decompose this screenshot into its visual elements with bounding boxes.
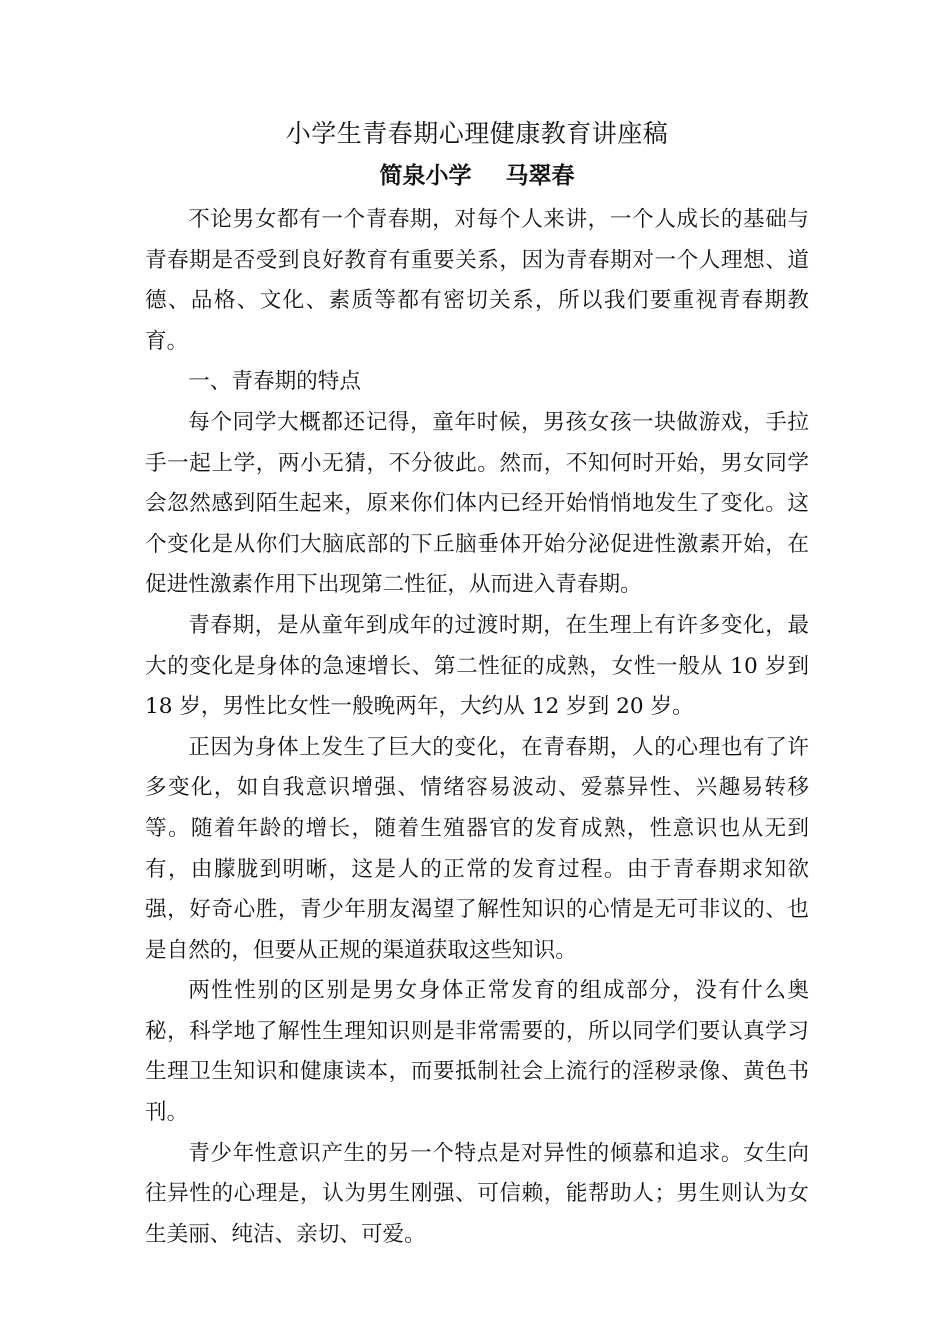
section-heading-1: 一、青春期的特点 (188, 369, 361, 395)
paragraph-psychological-changes: 正因为身体上发生了巨大的变化，在青春期，人的心理也有了许多变化，如自我意识增强、情绪容易波动、爱慕异性、兴趣易转移等。随着年龄的增长，随着生殖器官的发育成熟，性意识也从无到有，由朦胧到明晰，这是人的正常的发育过程。由于青春期求知欲强，好奇心胜，青少年朋友渴望了解性知识的心情是无可非议的、也是自然的，但要从正规的渠道获取这些知识。 (145, 734, 809, 963)
byline-school: 简泉小学 (379, 163, 472, 189)
document-body (145, 112, 809, 1255)
paragraph-gender-differences: 两性性别的区别是男女身体正常发育的组成部分，没有什么奥秘，科学地了解性生理知识则是非常需要的，所以同学们要认真学习生理卫生知识和健康读本，而要抵制社会上流行的淫秽录像、黄色书刊。 (145, 978, 809, 1126)
paragraph-childhood: 每个同学大概都还记得，童年时候，男孩女孩一块做游戏，手拉手一起上学，两小无猜，不分彼此。然而，不知何时开始，男女同学会忽然感到陌生起来，原来你们体内已经开始悄悄地发生了变化。这个变化是从你们大脑底部的下丘脑垂体开始分泌促进性激素开始，在促进性激素作用下出现第二性征，从而进入青春期。 (145, 409, 809, 598)
byline-author: 马翠春 (505, 163, 575, 189)
paragraph-attraction: 青少年性意识产生的另一个特点是对异性的倾慕和追求。女生向往异性的心理是，认为男生刚强、可信赖，能帮助人；男生则认为女生美丽、纯洁、亲切、可爱。 (145, 1140, 809, 1247)
paragraph-puberty-definition: 青春期，是从童年到成年的过渡时期，在生理上有许多变化，最大的变化是身体的急速增长、第二性征的成熟，女性一般从 10 岁到 18 岁，男性比女性一般晚两年，大约从 12 岁到 20 岁。 (145, 612, 809, 720)
document-byline (145, 156, 809, 196)
document-title: 小学生青春期心理健康教育讲座稿 (285, 119, 669, 148)
paragraph-intro: 不论男女都有一个青春期，对每个人来讲，一个人成长的基础与青春期是否受到良好教育有重要关系，因为青春期对一个人理想、道德、品格、文化、素质等都有密切关系，所以我们要重视青春期教育。 (145, 207, 809, 354)
